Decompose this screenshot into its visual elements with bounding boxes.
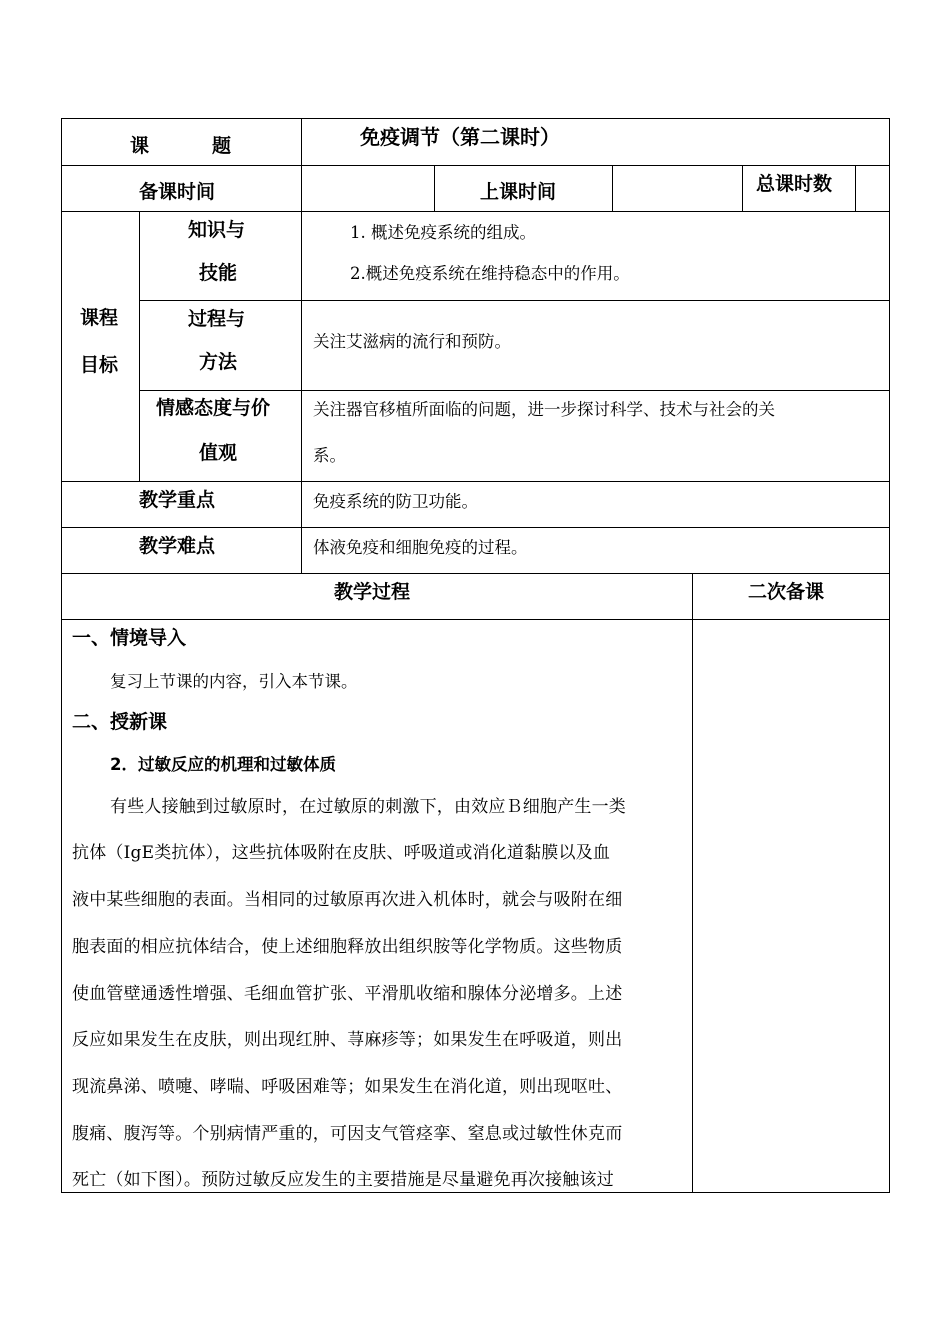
paragraph-line: 腹痛、腹泻等。个别病情严重的，可因支气管痉挛、窒息或过敏性休克而 bbox=[72, 1124, 623, 1144]
emotion-text-line1: 关注器官移植所面临的问题，进一步探讨科学、技术与社会的关 bbox=[313, 400, 775, 419]
prep-time-label: 备课时间 bbox=[139, 181, 216, 203]
process-label-line2: 方法 bbox=[199, 351, 238, 373]
knowledge-item-2: 2.概述免疫系统在维持稳态中的作用。 bbox=[350, 264, 630, 283]
paragraph-line: 液中某些细胞的表面。当相同的过敏原再次进入机体时，就会与吸附在细 bbox=[72, 890, 623, 910]
paragraph-line: 抗体（IgE类抗体），这些抗体吸附在皮肤、呼吸道或消化道黏膜以及血 bbox=[72, 843, 611, 863]
paragraph-line: 有些人接触到过敏原时，在过敏原的刺激下，由效应Ｂ细胞产生一类 bbox=[110, 797, 626, 817]
process-text: 关注艾滋病的流行和预防。 bbox=[313, 332, 511, 351]
emotion-text-line2: 系。 bbox=[313, 446, 346, 465]
key-point-label: 教学重点 bbox=[139, 489, 216, 511]
topic-label-char-1: 课 bbox=[130, 135, 150, 157]
emotion-label-line2: 值观 bbox=[199, 442, 238, 464]
emotion-label-line1: 情感态度与价 bbox=[156, 397, 271, 419]
paragraph-line: 现流鼻涕、喷嚏、哮喘、呼吸困难等；如果发生在消化道，则出现呕吐、 bbox=[72, 1077, 623, 1097]
section2-title: 二、授新课 bbox=[72, 711, 168, 733]
difficulty-label: 教学难点 bbox=[139, 535, 216, 557]
class-time-label: 上课时间 bbox=[480, 181, 557, 203]
section1-title: 一、情境导入 bbox=[72, 627, 187, 649]
paragraph-line: 使血管壁通透性增强、毛细血管扩张、平滑肌收缩和腺体分泌增多。上述 bbox=[72, 984, 623, 1004]
key-point-text: 免疫系统的防卫功能。 bbox=[313, 492, 478, 511]
knowledge-label-line2: 技能 bbox=[199, 262, 238, 284]
total-hours-label: 总课时数 bbox=[756, 173, 833, 195]
teaching-process-header: 教学过程 bbox=[334, 581, 411, 603]
topic-value: 免疫调节（第二课时） bbox=[360, 125, 560, 149]
objectives-label-line1: 课程 bbox=[80, 307, 119, 329]
second-prep-header: 二次备课 bbox=[748, 581, 825, 603]
paragraph-line: 死亡（如下图）。预防过敏反应发生的主要措施是尽量避免再次接触该过 bbox=[72, 1170, 614, 1190]
knowledge-label-line1: 知识与 bbox=[188, 219, 246, 241]
difficulty-text: 体液免疫和细胞免疫的过程。 bbox=[313, 538, 528, 557]
topic-label-char-2: 题 bbox=[212, 135, 232, 157]
process-label-line1: 过程与 bbox=[188, 308, 246, 330]
section1-text: 复习上节课的内容，引入本节课。 bbox=[110, 672, 358, 691]
objectives-label-line2: 目标 bbox=[80, 354, 119, 376]
paragraph-line: 胞表面的相应抗体结合，使上述细胞释放出组织胺等化学物质。这些物质 bbox=[72, 937, 623, 957]
paragraph-line: 反应如果发生在皮肤，则出现红肿、荨麻疹等；如果发生在呼吸道，则出 bbox=[72, 1030, 623, 1050]
knowledge-item-1: 1. 概述免疫系统的组成。 bbox=[350, 223, 536, 242]
subsection-title: 2．过敏反应的机理和过敏体质 bbox=[110, 755, 336, 774]
